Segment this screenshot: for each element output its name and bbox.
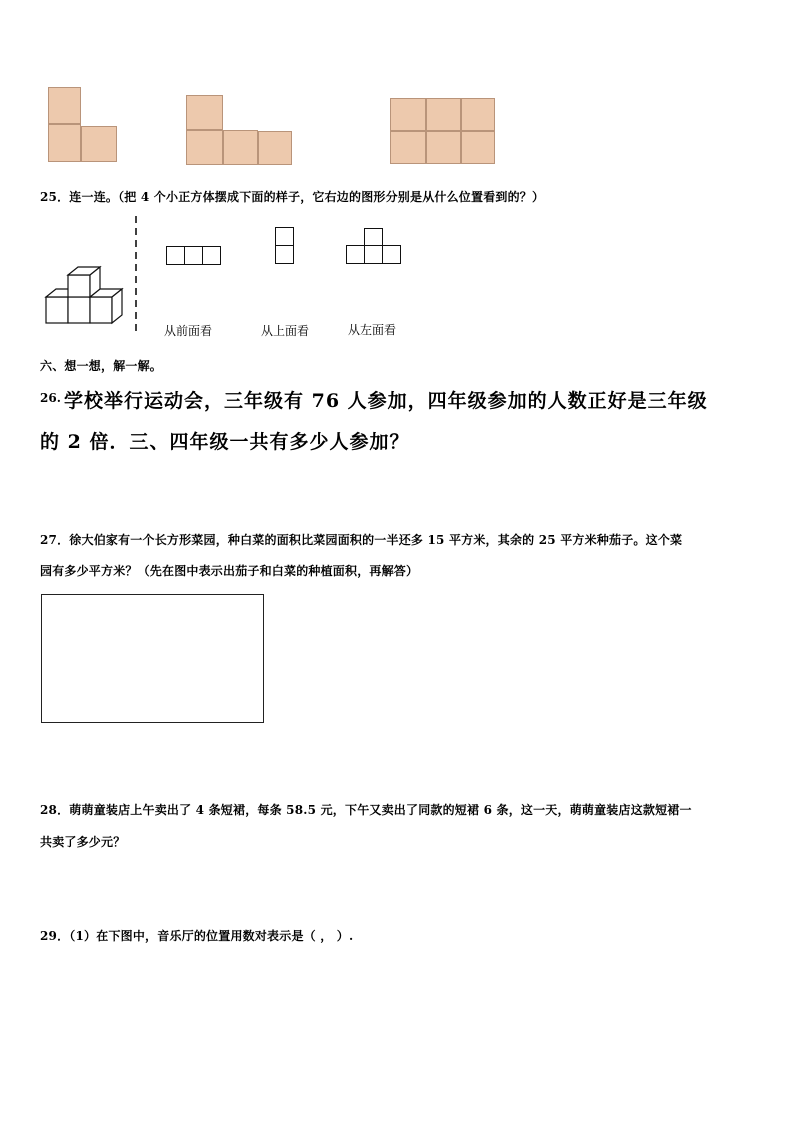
square bbox=[382, 245, 401, 264]
tile bbox=[258, 131, 292, 165]
question-26-line2: 的 2 倍．三、四年级一共有多少人参加？ bbox=[40, 431, 410, 453]
square bbox=[275, 245, 294, 264]
square bbox=[184, 246, 203, 265]
tile bbox=[426, 131, 461, 164]
square bbox=[202, 246, 221, 265]
dashed-divider bbox=[134, 216, 138, 336]
tile bbox=[48, 87, 81, 124]
tile bbox=[81, 126, 117, 162]
tile bbox=[426, 98, 461, 131]
question-28-line1: 28．萌萌童装店上午卖出了 4 条短裙，每条 58.5 元，下午又卖出了同款的短裙 6 条，这一天，萌萌童装店这款短裙一 bbox=[40, 803, 692, 817]
label-top-view: 从上面看 bbox=[261, 324, 310, 338]
tile bbox=[223, 130, 258, 165]
tile bbox=[461, 131, 495, 164]
square bbox=[346, 245, 365, 264]
section-6-title: 六、想一想，解一解。 bbox=[40, 359, 163, 373]
garden-rectangle bbox=[41, 594, 264, 723]
question-26-line1: 学校举行运动会，三年级有 76 人参加，四年级参加的人数正好是三年级 bbox=[64, 390, 708, 412]
question-25-text: 25．连一连。（把 4 个小正方体摆成下面的样子，它右边的图形分别是从什么位置看到的？） bbox=[40, 190, 545, 204]
tile bbox=[48, 124, 81, 162]
question-29-text: 29．（1）在下图中，音乐厅的位置用数对表示是（ ， ）. bbox=[40, 929, 354, 943]
square bbox=[364, 245, 383, 264]
question-28-line2: 共卖了多少元？ bbox=[40, 835, 126, 849]
question-26-number: 26. bbox=[40, 391, 61, 405]
tile bbox=[461, 98, 495, 131]
tile bbox=[186, 95, 223, 130]
tile bbox=[186, 130, 223, 165]
question-27-line2: 园有多少平方米？（先在图中表示出茄子和白菜的种植面积，再解答） bbox=[40, 564, 419, 578]
square bbox=[166, 246, 185, 265]
square bbox=[364, 228, 383, 246]
question-27-line1: 27．徐大伯家有一个长方形菜园，种白菜的面积比菜园面积的一半还多 15 平方米，其余的 25 平方米种茄子。这个菜 bbox=[40, 533, 683, 547]
label-left-view: 从左面看 bbox=[348, 323, 397, 337]
label-front-view: 从前面看 bbox=[164, 324, 213, 338]
tile bbox=[390, 131, 426, 164]
cube-stack-figure bbox=[44, 264, 126, 326]
square bbox=[275, 227, 294, 246]
tile bbox=[390, 98, 426, 131]
